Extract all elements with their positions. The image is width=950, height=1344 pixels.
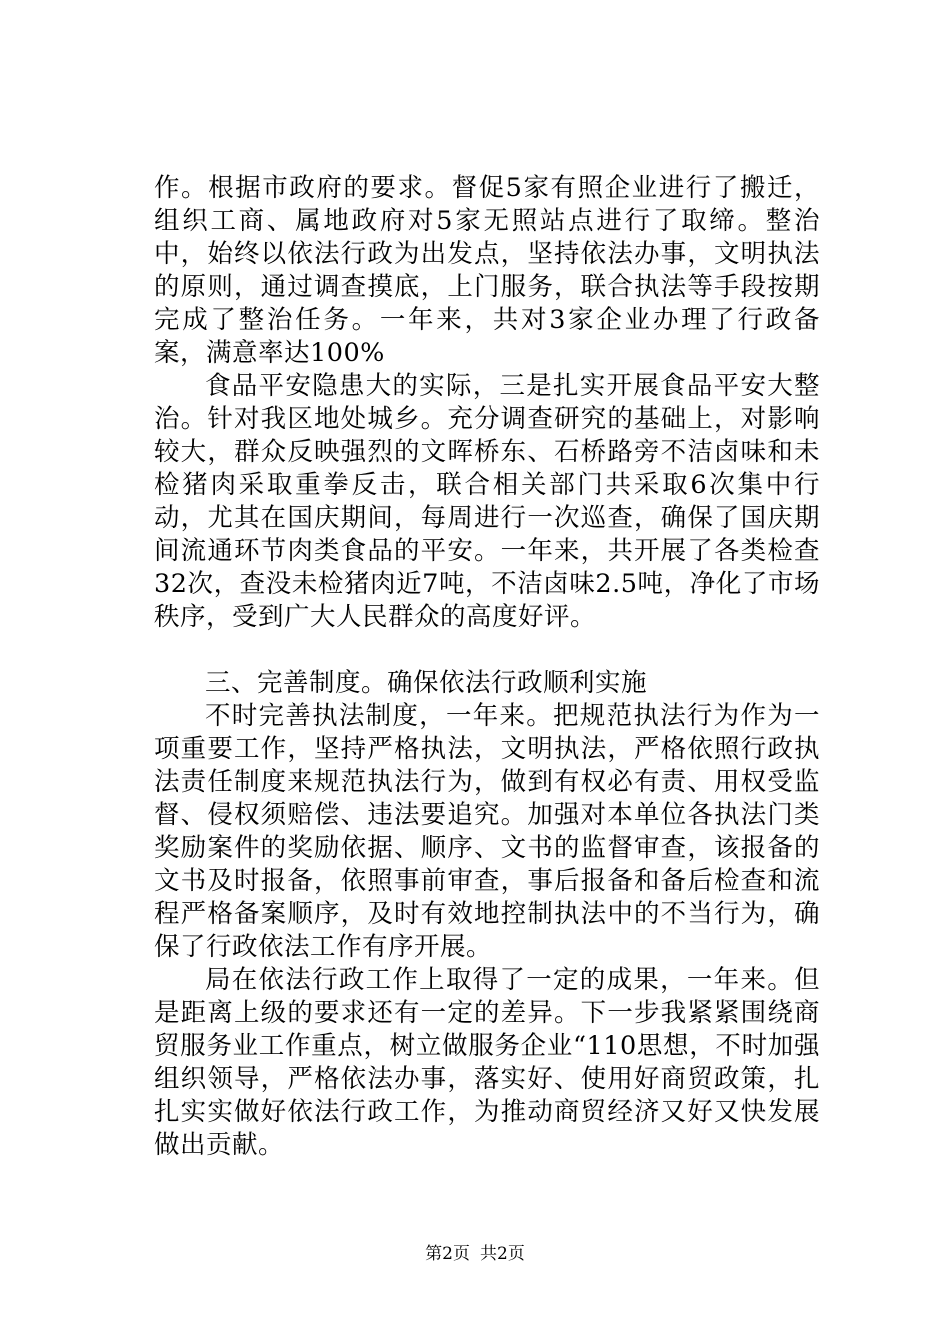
document-body	[154, 172, 820, 1162]
section-heading: 三、完善制度。确保依法行政顺利实施	[205, 668, 648, 698]
paragraph-law-enforcement: 不时完善执法制度，一年来。把规范执法行为作为一项重要工作，坚持严格执法，文明执法，严格依照行政执法责任制度来规范执法行为，做到有权必有责、用权受监督、侵权须赔偿、违法要追究。加强对本单位各执法门类奖励案件的奖励依据、顺序、文书的监督审查，该报备的文书及时报备，依照事前审查，事后报备和备后检查和流程严格备案顺序，及时有效地控制执法中的不当行为，确保了行政依法工作有序开展。	[154, 701, 820, 962]
page-number-current: 第2页	[425, 1244, 470, 1264]
page-number-total: 共2页	[480, 1244, 525, 1264]
paragraph-conclusion: 局在依法行政工作上取得了一定的成果，一年来。但是距离上级的要求还有一定的差异。下一步我紧紧围绕商贸服务业工作重点，树立做服务企业“110思想，不时加强组织领导，严格依法办事，落实好、使用好商贸政策，扎扎实实做好依法行政工作，为推动商贸经济又好又快发展做出贡献。	[154, 965, 820, 1160]
paragraph-continuation: 作。根据市政府的要求。督促5家有照企业进行了搬迁，组织工商、属地政府对5家无照站点进行了取缔。整治中，始终以依法行政为出发点，坚持依法办事，文明执法的原则，通过调查摸底，上门服务，联合执法等手段按期完成了整治任务。一年来，共对3家企业办理了行政备案，满意率达100%	[154, 173, 820, 368]
page-footer	[0, 1244, 950, 1264]
paragraph-food-safety: 食品平安隐患大的实际，三是扎实开展食品平安大整治。针对我区地处城乡。充分调查研究的基础上，对影响较大，群众反映强烈的文晖桥东、石桥路旁不洁卤味和未检猪肉采取重拳反击，联合相关部门共采取6次集中行动，尤其在国庆期间，每周进行一次巡查，确保了国庆期间流通环节肉类食品的平安。一年来，共开展了各类检查32次，查没未检猪肉近7吨，不洁卤味2.5吨，净化了市场秩序，受到广大人民群众的高度好评。	[154, 371, 820, 632]
paragraph-spacer	[154, 634, 820, 667]
